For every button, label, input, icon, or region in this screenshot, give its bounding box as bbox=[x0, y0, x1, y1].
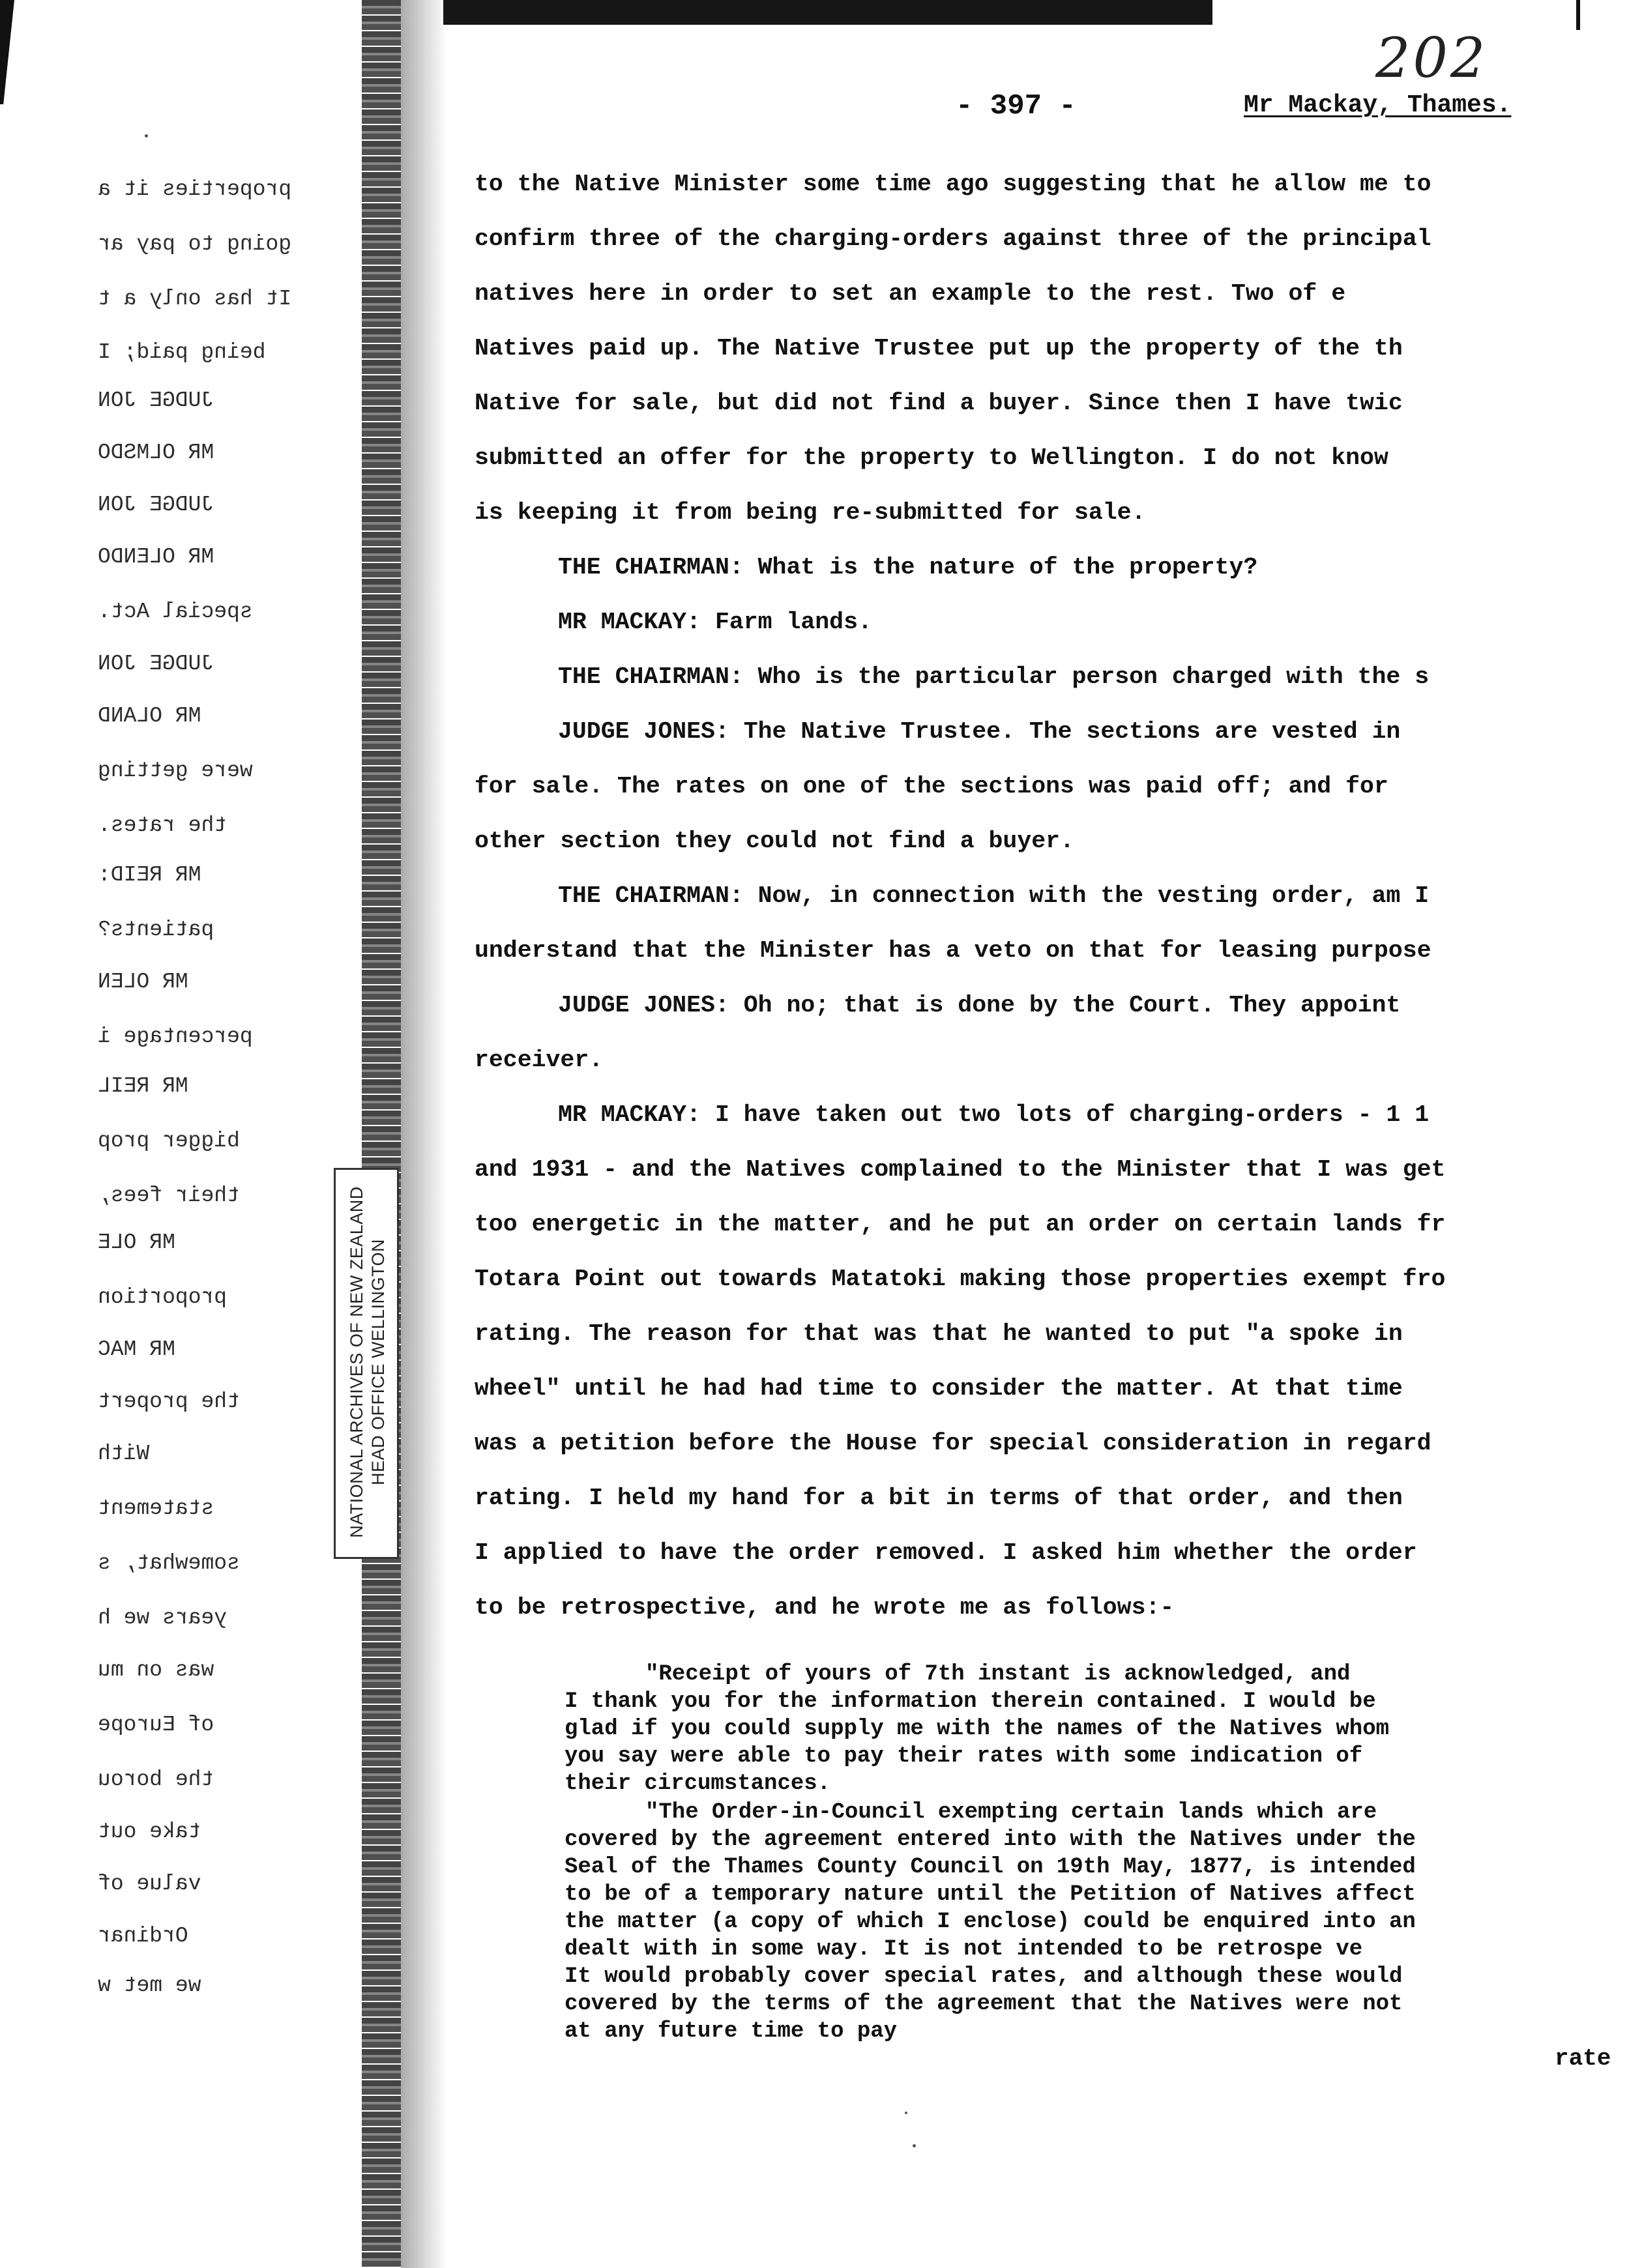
bleed-line: properties it a bbox=[98, 177, 292, 201]
transcript-line: to be retrospective, and he wrote me as follows:- bbox=[475, 1594, 1175, 1621]
bleed-line: somewhat, s bbox=[98, 1551, 240, 1575]
transcript-line: rating. The reason for that was that he wanted to put "a spoke in bbox=[475, 1320, 1403, 1347]
speaker-line: THE CHAIRMAN: Now, in connection with the vesting order, am I bbox=[558, 882, 1430, 909]
transcript-line: natives here in order to set an example to the rest. Two of e bbox=[475, 280, 1346, 307]
scan-edge-shadow bbox=[0, 0, 14, 104]
transcript-line: receiver. bbox=[475, 1047, 604, 1073]
scan-speck bbox=[145, 134, 148, 138]
letter-line: their circumstances. bbox=[565, 1771, 831, 1796]
bleed-line: Ordinar bbox=[98, 1924, 188, 1948]
transcript-line: Native for sale, but did not find a buyer. Since then I have twic bbox=[475, 390, 1403, 416]
margin-tick-mark bbox=[1576, 0, 1580, 30]
letter-line: dealt with in some way. It is not intended to be retrospe ve bbox=[565, 1937, 1363, 1962]
letter-line: It would probably cover special rates, and although these would bbox=[565, 1964, 1403, 1989]
letter-line: "The Order-in-Council exempting certain lands which are bbox=[645, 1800, 1377, 1825]
bleed-line: MR REIL bbox=[98, 1074, 188, 1098]
bleed-line: MR MAC bbox=[98, 1337, 175, 1361]
bleed-line: take out bbox=[98, 1820, 201, 1844]
letter-line: "Receipt of yours of 7th instant is acknowledged, and bbox=[645, 1662, 1351, 1687]
bleed-line: their fees, bbox=[98, 1184, 240, 1208]
letter-line: glad if you could supply me with the names of the Natives whom bbox=[565, 1717, 1390, 1741]
bleed-line: JUDGE JON bbox=[98, 493, 214, 517]
bleed-line: being paid; I bbox=[98, 340, 266, 364]
bleed-line: value of bbox=[98, 1872, 201, 1896]
binding-spine bbox=[362, 0, 401, 2268]
bleed-line: was on mu bbox=[98, 1658, 214, 1682]
binding-shadow bbox=[401, 0, 447, 2268]
bleed-line: going to pay ar bbox=[98, 232, 292, 256]
speaker-line: MR MACKAY: I have taken out two lots of charging-orders - 1 1 bbox=[558, 1101, 1430, 1128]
bleed-line: patients? bbox=[98, 918, 214, 942]
bleed-line: bigger prop bbox=[98, 1129, 240, 1153]
transcript-line: Natives paid up. The Native Trustee put up the property of the th bbox=[475, 335, 1403, 362]
speaker-line: MR MACKAY: Farm lands. bbox=[558, 609, 872, 635]
transcript-line: wheel" until he had had time to consider the matter. At that time bbox=[475, 1375, 1403, 1402]
bleed-line: JUDGE JON bbox=[98, 388, 214, 413]
bleed-line: the propert bbox=[98, 1389, 240, 1414]
bleed-line: It has only a t bbox=[98, 287, 292, 311]
letter-line: covered by the terms of the agreement that the Natives were not bbox=[565, 1992, 1403, 2016]
bleed-line: the borou bbox=[98, 1767, 214, 1792]
speaker-line: JUDGE JONES: Oh no; that is done by the Court. They appoint bbox=[558, 992, 1401, 1019]
bleed-line: were getting bbox=[98, 759, 253, 783]
transcript-line: Totara Point out towards Matatoki making those properties exempt fro bbox=[475, 1266, 1446, 1292]
letter-line: the matter (a copy of which I enclose) could be enquired into an bbox=[565, 1910, 1416, 1934]
bleed-line: MR OLE bbox=[98, 1230, 175, 1255]
stamp-line-2: HEAD OFFICE WELLINGTON bbox=[368, 1238, 388, 1486]
letter-line: covered by the agreement entered into with the Natives under the bbox=[565, 1827, 1416, 1852]
transcript-line: to the Native Minister some time ago suggesting that he allow me to bbox=[475, 171, 1431, 197]
bleed-line: With bbox=[98, 1442, 150, 1466]
bleed-line: special Act. bbox=[98, 600, 253, 624]
transcript-line: other section they could not find a buyer. bbox=[475, 828, 1074, 854]
letter-line: Seal of the Thames County Council on 19th May, 1877, is intended bbox=[565, 1855, 1416, 1880]
bleed-line: statement bbox=[98, 1496, 214, 1520]
letter-line: to be of a temporary nature until the Petition of Natives affect bbox=[565, 1882, 1416, 1907]
bleed-line: the rates. bbox=[98, 813, 227, 837]
bleed-line: MR OLMSDO bbox=[98, 441, 214, 465]
letter-line: I thank you for the information therein contained. I would be bbox=[565, 1689, 1376, 1714]
transcript-line: confirm three of the charging-orders against three of the principal bbox=[475, 225, 1431, 252]
bleed-line: MR OLAND bbox=[98, 704, 201, 728]
handwritten-folio-number: 202 bbox=[1375, 26, 1488, 90]
archive-stamp-text bbox=[335, 1167, 400, 1558]
letter-line: you say were able to pay their rates with some indication of bbox=[565, 1744, 1363, 1769]
speaker-line: JUDGE JONES: The Native Trustee. The sections are vested in bbox=[558, 718, 1401, 745]
bleed-line: percentage i bbox=[98, 1025, 253, 1049]
transcript-line: for sale. The rates on one of the sections was paid off; and for bbox=[475, 773, 1388, 800]
speaker-line: THE CHAIRMAN: Who is the particular person charged with the s bbox=[558, 663, 1430, 690]
scan-top-bar bbox=[443, 0, 1212, 25]
bleed-line: proportion bbox=[98, 1285, 227, 1309]
bleed-line: of Europe bbox=[98, 1713, 214, 1737]
speaker-header: Mr Mackay, Thames. bbox=[1244, 91, 1512, 119]
transcript-line: and 1931 - and the Natives complained to the Minister that I was get bbox=[475, 1156, 1446, 1183]
transcript-line: too energetic in the matter, and he put an order on certain lands fr bbox=[475, 1211, 1446, 1238]
bleed-line: years we h bbox=[98, 1606, 227, 1630]
catchword: rate bbox=[1555, 2045, 1611, 2072]
bleed-line: MR OLEN bbox=[98, 970, 188, 994]
letter-line: at any future time to pay bbox=[565, 2019, 898, 2044]
speaker-line: THE CHAIRMAN: What is the nature of the property? bbox=[558, 554, 1258, 581]
transcript-line: submitted an offer for the property to Wellington. I do not know bbox=[475, 444, 1388, 471]
bleed-line: MR OLENDO bbox=[98, 545, 214, 569]
scan-speck bbox=[913, 2144, 916, 2147]
transcript-line: rating. I held my hand for a bit in terms of that order, and then bbox=[475, 1485, 1403, 1511]
transcript-line: was a petition before the House for special consideration in regard bbox=[475, 1430, 1431, 1457]
bleed-through-column bbox=[98, 177, 345, 2132]
transcript-line: I applied to have the order removed. I asked him whether the order bbox=[475, 1539, 1417, 1566]
stamp-line-1: NATIONAL ARCHIVES OF NEW ZEALAND bbox=[347, 1186, 366, 1538]
bleed-line: MR REID: bbox=[98, 863, 201, 887]
transcript-line: understand that the Minister has a veto on that for leasing purpose bbox=[475, 937, 1431, 964]
scan-speck bbox=[905, 2112, 907, 2114]
transcript-line: is keeping it from being re-submitted for sale. bbox=[475, 499, 1146, 526]
bleed-line: JUDGE JON bbox=[98, 652, 214, 676]
page-number: - 397 - bbox=[956, 90, 1076, 123]
bleed-line: we met w bbox=[98, 1973, 201, 1998]
